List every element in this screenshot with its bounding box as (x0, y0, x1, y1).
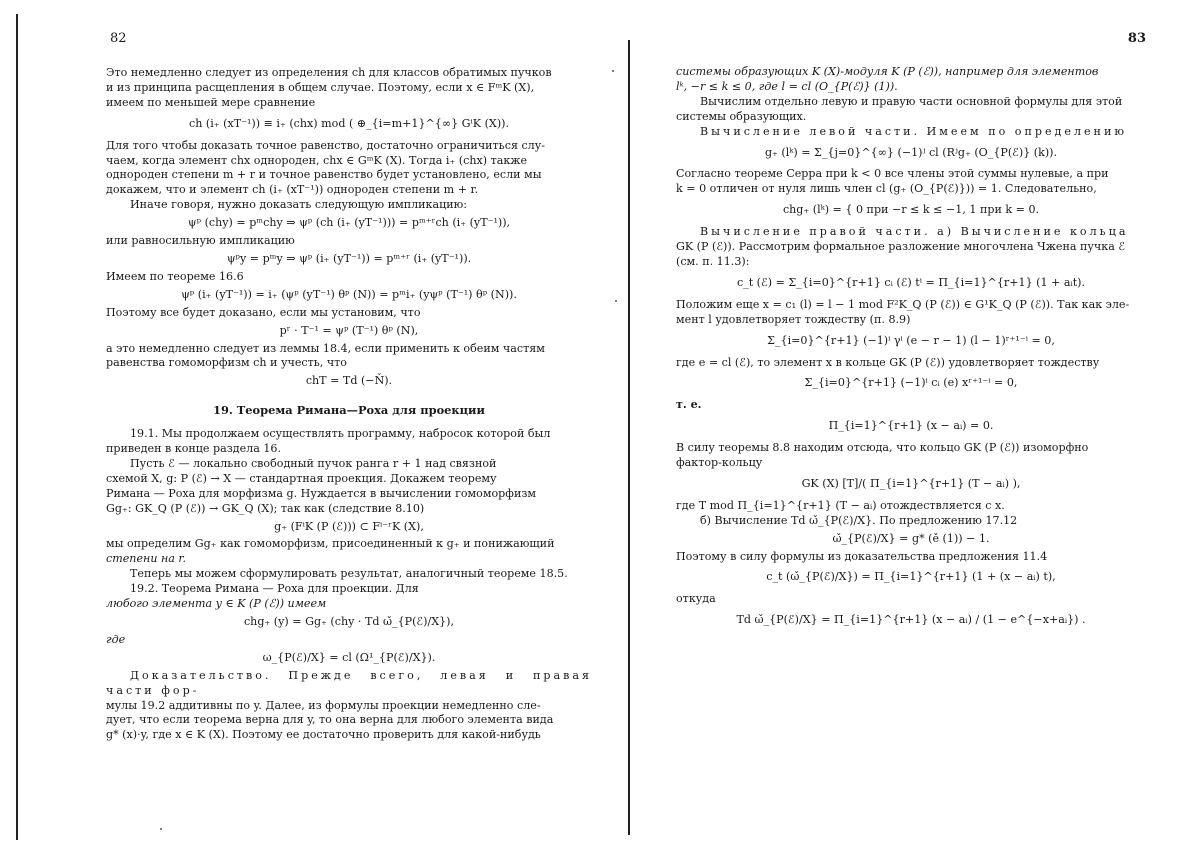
text-line: Иначе говоря, нужно доказать следующую импликацию: (130, 198, 468, 212)
text-line: Римана — Роха для морфизма g. Нуждается в вычислении гомоморфизм (106, 486, 537, 500)
formula: chg₊ (lᵏ) = { 0 при −r ≤ k ≤ −1, 1 при k = 0. (782, 203, 1040, 217)
text-line: откуда (676, 592, 716, 606)
text-line: имеем по меньшей мере сравнение (106, 95, 316, 109)
formula: ψᵖ (i₊ (yT⁻¹)) = i₊ (ψᵖ (yT⁻¹) θᵖ (N)) = pᵐi₊ (yψᵖ (T⁻¹) θᵖ (N)). (181, 287, 517, 301)
text-line: (см. п. 11.3): (676, 254, 750, 268)
text-line: и из принципа расщепления в общем случае. Поэтому, если x ∈ FᵐK (X), (106, 80, 535, 94)
scan-speck (160, 828, 162, 830)
text-line: докажем, что и элемент ch (i₊ (xT⁻¹)) однороден степени m + r. (106, 183, 479, 197)
formula: chg₊ (y) = Gg₊ (chy · Td ω̌_{P(ℰ)/X}), (243, 615, 455, 628)
formula: Π_{i=1}^{r+1} (x − aᵢ) = 0. (828, 419, 994, 433)
text-line: Положим еще x = c₁ (l) = l − 1 mod F²K_Q (P (ℰ)) ∈ G¹K_Q (P (ℰ)). Так как эле- (676, 297, 1130, 311)
formula: ψᵖ (chy) = pᵐchy ⇒ ψᵖ (ch (i₊ (yT⁻¹))) = pᵐ⁺ʳch (i₊ (yT⁻¹)), (187, 216, 511, 230)
text-line: k = 0 отличен от нуля лишь член cl (g₊ (O_{P(ℰ)})) = 1. Следовательно, (676, 182, 1097, 196)
formula: g₊ (lᵏ) = Σ_{j=0}^{∞} (−1)ʲ cl (Rʲg₊ (O_{P(ℰ)} (k)). (764, 145, 1058, 159)
formula: Σ_{i=0}^{r+1} (−1)ⁱ γⁱ (e − r − 1) (l − 1)ʳ⁺¹⁻ⁱ = 0, (767, 333, 1055, 347)
formula: ω̌_{P(ℰ)/X} = g* (ě (1)) − 1. (832, 531, 990, 545)
text-line: б) Вычисление Td ω̌_{P(ℰ)/X}. По предложению 17.12 (700, 513, 1018, 527)
text-line: Gg₊: GK_Q (P (ℰ)) → GK_Q (X); так как (следствие 8.10) (106, 501, 425, 515)
text-line: любого элемента y ∈ K (P (ℰ)) имеем (106, 597, 327, 611)
formula: chT = Td (−Ň). (305, 374, 393, 388)
scan-speck (612, 70, 614, 72)
text-line: однороден степени m + r и точное равенство будет установлено, если мы (106, 168, 542, 182)
text-line: Вычисление левой части. Имеем по определению (700, 124, 1128, 138)
text-line: а это немедленно следует из леммы 18.4, если применить к обеим частям (106, 341, 545, 355)
text-line: т. е. (676, 398, 702, 412)
text-line: или равносильную импликацию (106, 234, 295, 248)
text-line: Пусть ℰ — локально свободный пучок ранга r + 1 над связной (130, 456, 497, 470)
text-line: где (106, 632, 126, 646)
text-line: системы образующих K (X)-модуля K (P (ℰ)), например для элементов (676, 65, 1099, 78)
page-body (676, 65, 1146, 635)
text-line: степени на r. (106, 552, 187, 566)
text-line: мент l удовлетворяет тождеству (п. 8.9) (676, 312, 911, 326)
text-line: схемой X, g: P (ℰ) → X — стандартная проекция. Докажем теорему (106, 471, 497, 485)
text-line: Поэтому в силу формулы из доказательства предложения 11.4 (676, 549, 1048, 563)
text-line: Теперь мы можем сформулировать результат, аналогичный теореме 18.5. (130, 567, 568, 581)
text-line: мулы 19.2 аддитивны по y. Далее, из формулы проекции немедленно сле- (106, 698, 541, 712)
text-line: Согласно теореме Серра при k < 0 все члены этой суммы нулевые, а при (676, 167, 1109, 181)
text-line: Это немедленно следует из определения ch для классов обратимых пучков (106, 66, 552, 79)
formula: c_t (ℰ) = Σ_{i=0}^{r+1} cᵢ (ℰ) tⁱ = Π_{i=1}^{r+1} (1 + aᵢt). (736, 275, 1086, 289)
text-line: Доказательство. Прежде всего, левая и правая части фор- (106, 668, 592, 697)
text-line: дует, что если теорема верна для y, то она верна для любого элемента вида (106, 713, 554, 727)
scan-edge-line (16, 14, 18, 840)
text-line: lᵏ, −r ≤ k ≤ 0, где l = cl (O_{P(ℰ)} (1)). (676, 79, 898, 93)
text-line: фактор-кольцу (676, 456, 763, 470)
formula: Td ω̌_{P(ℰ)/X} = Π_{i=1}^{r+1} (x − aᵢ) / (1 − e^{−x+aᵢ}) . (736, 613, 1086, 627)
text-line: системы образующих. (676, 109, 807, 123)
formula: Σ_{i=0}^{r+1} (−1)ⁱ cᵢ (e) xʳ⁺¹⁻ⁱ = 0, (804, 376, 1018, 390)
text-line: Для того чтобы доказать точное равенство, достаточно ограничиться слу- (106, 138, 545, 152)
page-body (106, 66, 592, 743)
text-line: Вычисление правой части. а) Вычисление кольца (700, 225, 1129, 239)
text-line: где T mod Π_{i=1}^{r+1} (T − aᵢ) отождествляется с x. (676, 498, 1005, 512)
formula: ψᵖy = pᵐy ⇒ ψᵖ (i₊ (yT⁻¹)) = pᵐ⁺ʳ (i₊ (yT⁻¹)). (226, 251, 472, 265)
page-number: 83 (1127, 31, 1146, 46)
text-line: Поэтому все будет доказано, если мы установим, что (106, 305, 421, 319)
formula: GK (X) [T]/( Π_{i=1}^{r+1} (T − aᵢ) ), (801, 476, 1021, 490)
text-line: чаем, когда элемент chx однороден, chx ∈ GᵐK (X). Тогда i₊ (chx) также (106, 153, 528, 167)
text-line: Имеем по теореме 16.6 (106, 269, 244, 283)
formula: pʳ · T⁻¹ = ψᵖ (T⁻¹) θᵖ (N), (279, 323, 419, 337)
page-number: 82 (110, 31, 127, 46)
text-line: равенства гомоморфизм ch и учесть, что (106, 356, 347, 370)
text-line: g* (x)·y, где x ∈ K (X). Поэтому ее достаточно проверить для какой-нибудь (106, 728, 541, 742)
text-line: В силу теоремы 8.8 находим отсюда, что кольцо GK (P (ℰ)) изоморфно (676, 441, 1089, 455)
text-line: где e = cl (ℰ), то элемент x в кольце GK (P (ℰ)) удовлетворяет тождеству (676, 355, 1100, 369)
text-line: Вычислим отдельно левую и правую части основной формулы для этой (700, 94, 1123, 108)
scan-speck (615, 300, 617, 302)
gutter-line (628, 40, 630, 835)
formula: c_t (ω̌_{P(ℰ)/X}) = Π_{i=1}^{r+1} (1 + (x − aᵢ) t), (766, 570, 1056, 584)
text-line: приведен в конце раздела 16. (106, 442, 282, 456)
text-line: мы определим Gg₊ как гомоморфизм, присоединенный к g₊ и понижающий (106, 537, 555, 551)
formula: g₊ (FⁱK (P (ℰ))) ⊂ Fⁱ⁻ʳK (X), (274, 519, 424, 533)
text-line: GK (P (ℰ)). Рассмотрим формальное разложение многочлена Чжена пучка ℰ (676, 240, 1126, 254)
text-line: 19.1. Мы продолжаем осуществлять программу, набросок которой был (130, 427, 551, 441)
formula: ch (i₊ (xT⁻¹)) ≡ i₊ (chx) mod ( ⊕_{i=m+1}^{∞} GⁱK (X)). (188, 116, 509, 130)
formula: ω_{P(ℰ)/X} = cl (Ω¹_{P(ℰ)/X}). (262, 650, 436, 664)
section-heading: 19. Теорема Римана—Роха для проекции (213, 403, 485, 418)
text-line: 19.2. Теорема Римана — Роха для проекции. Для (130, 582, 419, 596)
